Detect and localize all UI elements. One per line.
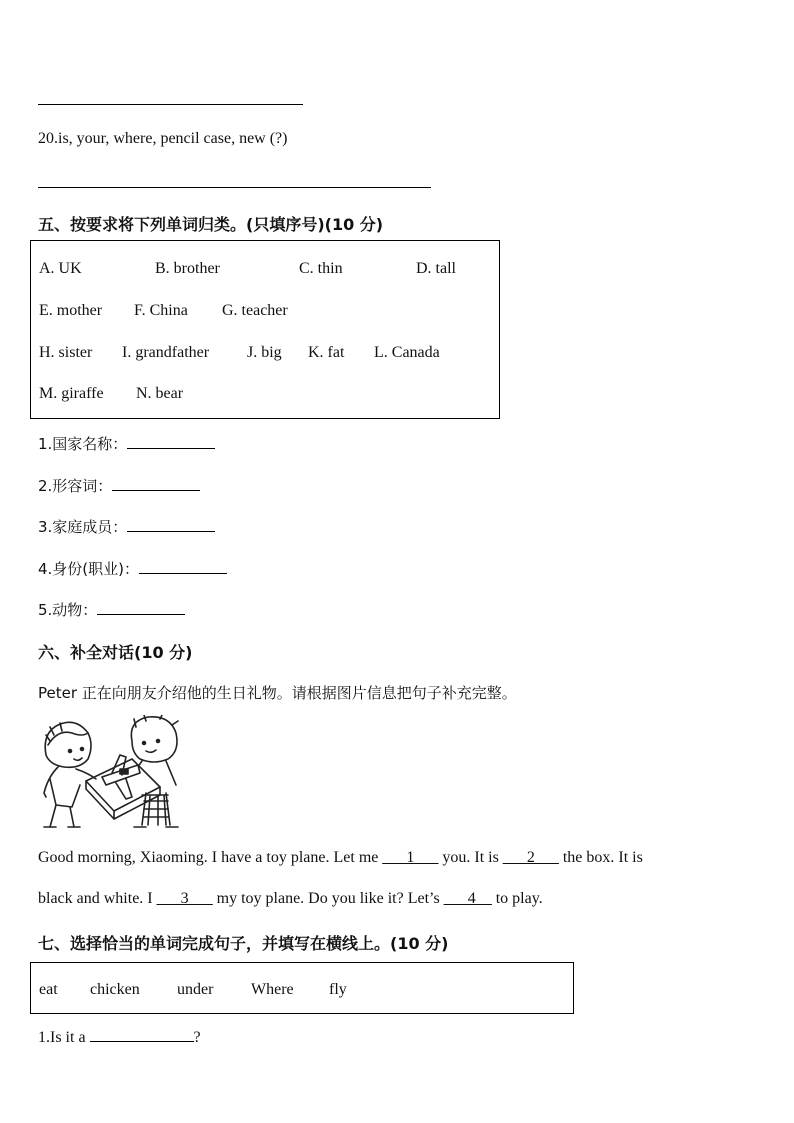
word-options-box [30,240,500,419]
option-d: D. tall [416,260,456,277]
blank-3[interactable]: ___3___ [156,890,213,907]
category-question-1: 1.国家名称： [38,433,215,454]
option-n: N. bear [136,385,184,402]
answer-blank[interactable] [127,517,215,532]
section7-question-1: 1.Is it a ? [38,1029,201,1046]
word-eat: eat [39,981,58,998]
category-question-5: 5.动物： [38,599,185,620]
dialogue-line-2: black and white. I ___3___ my toy plane. Do you like it? Let’s ___4__ to play. [38,890,543,907]
option-b: B. brother [155,260,220,277]
word-chicken: chicken [90,981,140,998]
section6-heading: 六、补全对话(10 分) [38,643,193,662]
option-h: H. sister [39,344,93,361]
word-under: under [177,981,214,998]
category-question-4: 4.身份(职业)： [38,558,227,579]
option-l: L. Canada [374,344,440,361]
option-k: K. fat [308,344,345,361]
birthday-gift-illustration [36,715,188,831]
option-m: M. giraffe [39,385,104,402]
section5-heading: 五、按要求将下列单词归类。(只填序号)(10 分) [38,215,384,234]
answer-blank[interactable] [90,1027,194,1042]
option-i: I. grandfather [122,344,210,361]
section6-intro: Peter 正在向朋友介绍他的生日礼物。请根据图片信息把句子补充完整。 [38,684,517,702]
answer-blank[interactable] [127,434,215,449]
option-a: A. UK [39,260,82,277]
blank-1[interactable]: ___1___ [382,849,439,866]
category-question-2: 2.形容词： [38,475,200,496]
blank-4[interactable]: ___4__ [443,890,492,907]
word-fly: fly [329,981,347,998]
answer-blank[interactable] [97,600,185,615]
dialogue-line-1: Good morning, Xiaoming. I have a toy plane. Let me ___1___ you. It is ___2___ the box. It is [38,849,643,866]
option-e: E. mother [39,302,103,319]
question-20: 20.is, your, where, pencil case, new (?) [38,130,288,147]
blank-2[interactable]: ___2___ [502,849,559,866]
answer-blank[interactable] [112,476,200,491]
option-g: G. teacher [222,302,288,319]
option-f: F. China [134,302,188,319]
section7-heading: 七、选择恰当的单词完成句子，并填写在横线上。(10 分) [38,934,449,953]
answer-line-19 [38,104,303,105]
word-where: Where [251,981,294,998]
category-question-3: 3.家庭成员： [38,516,215,537]
answer-line-20 [38,187,431,188]
word-bank-box [30,962,574,1014]
option-j: J. big [247,344,282,361]
option-c: C. thin [299,260,343,277]
answer-blank[interactable] [139,559,227,574]
